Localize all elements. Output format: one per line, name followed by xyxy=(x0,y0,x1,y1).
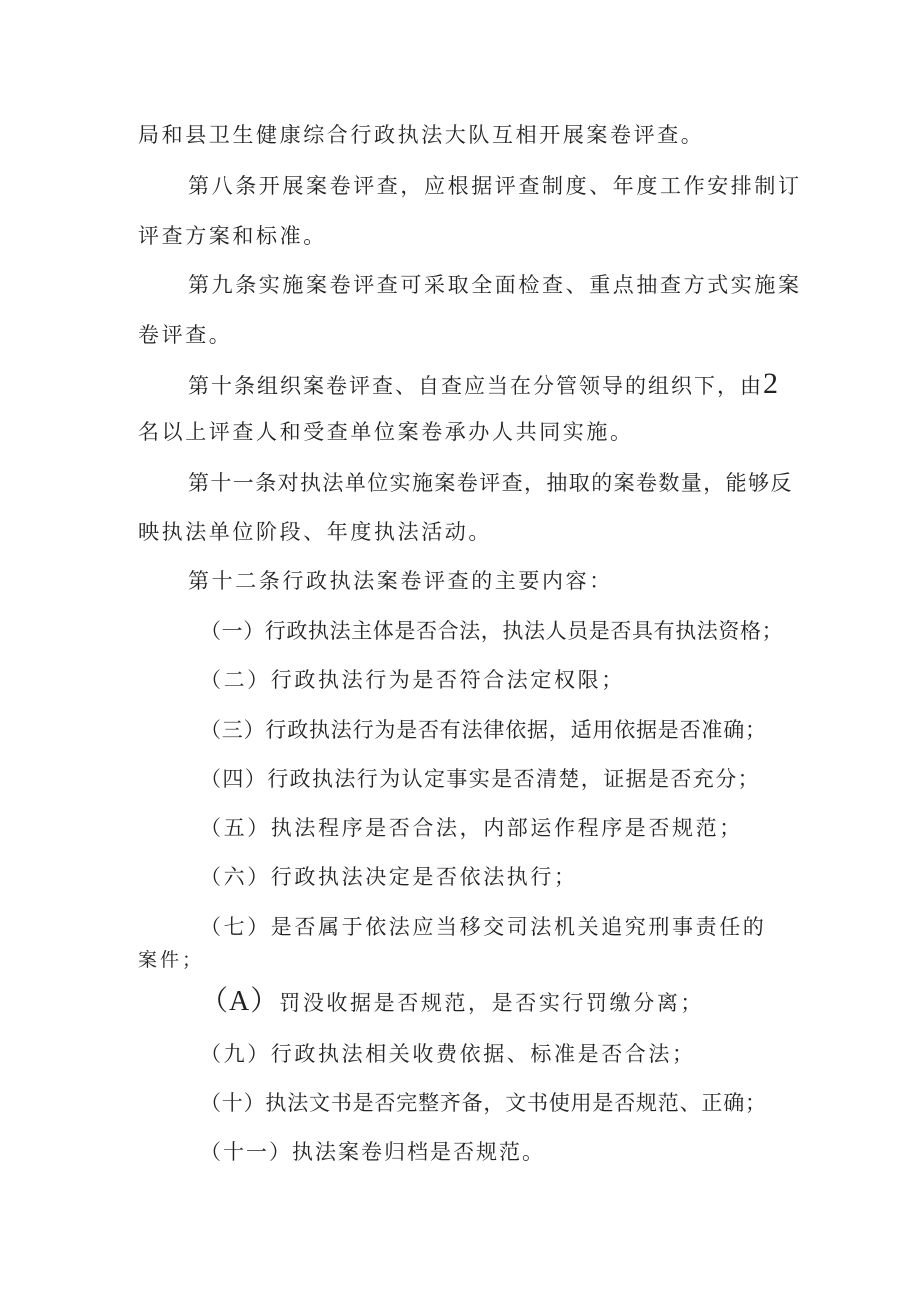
item-11-line: （十一）执法案卷归档是否规范。 xyxy=(200,1140,545,1164)
item-2-line: （二）行政执法行为是否符合法定权限； xyxy=(200,668,625,692)
item-7-line: （七）是否属于依法应当移交司法机关追究刑事责任的 xyxy=(200,915,767,939)
item-7-continuation: 案件； xyxy=(138,949,205,971)
item-1-line: （一）行政执法主体是否合法，执法人员是否具有执法资格； xyxy=(200,619,784,643)
item-8-line xyxy=(200,988,704,1017)
item-10-line: （十）执法文书是否完整齐备，文书使用是否规范、正确； xyxy=(200,1091,767,1115)
item-8-marker: （A） xyxy=(200,986,280,1017)
item-8-text: 罚没收据是否规范，是否实行罚缴分离； xyxy=(279,991,705,1015)
article-8-line: 第八条开展案卷评查，应根据评查制度、年度工作安排制订 xyxy=(188,174,802,198)
paragraph-line: 名以上评查人和受查单位案卷承办人共同实施。 xyxy=(138,420,634,444)
number-two: 2 xyxy=(763,367,778,400)
paragraph-line: 卷评查。 xyxy=(138,323,233,347)
article-12-line: 第十二条行政执法案卷评查的主要内容： xyxy=(188,569,613,593)
item-4-line: （四）行政执法行为认定事实是否清楚，证据是否充分； xyxy=(200,767,760,791)
article-11-line: 第十一条对执法单位实施案卷评查，抽取的案卷数量，能够反 xyxy=(188,471,793,495)
item-9-line: （九）行政执法相关收费依据、标准是否合法； xyxy=(200,1042,696,1066)
item-3-line: （三）行政执法行为是否有法律依据，适用依据是否准确； xyxy=(200,718,767,742)
item-6-line: （六）行政执法决定是否依法执行； xyxy=(200,865,578,889)
article-9-line: 第九条实施案卷评查可采取全面检查、重点抽查方式实施案 xyxy=(188,273,802,297)
article-10-line xyxy=(188,367,778,400)
article-10-text: 第十条组织案卷评查、自查应当在分管领导的组织下，由 xyxy=(188,374,763,398)
paragraph-line: 局和县卫生健康综合行政执法大队互相开展案卷评查。 xyxy=(138,123,705,147)
paragraph-line: 评查方案和标准。 xyxy=(138,224,327,248)
item-5-line: （五）执法程序是否合法，内部运作程序是否规范； xyxy=(200,816,743,840)
paragraph-line: 映执法单位阶段、年度执法活动。 xyxy=(138,520,492,544)
